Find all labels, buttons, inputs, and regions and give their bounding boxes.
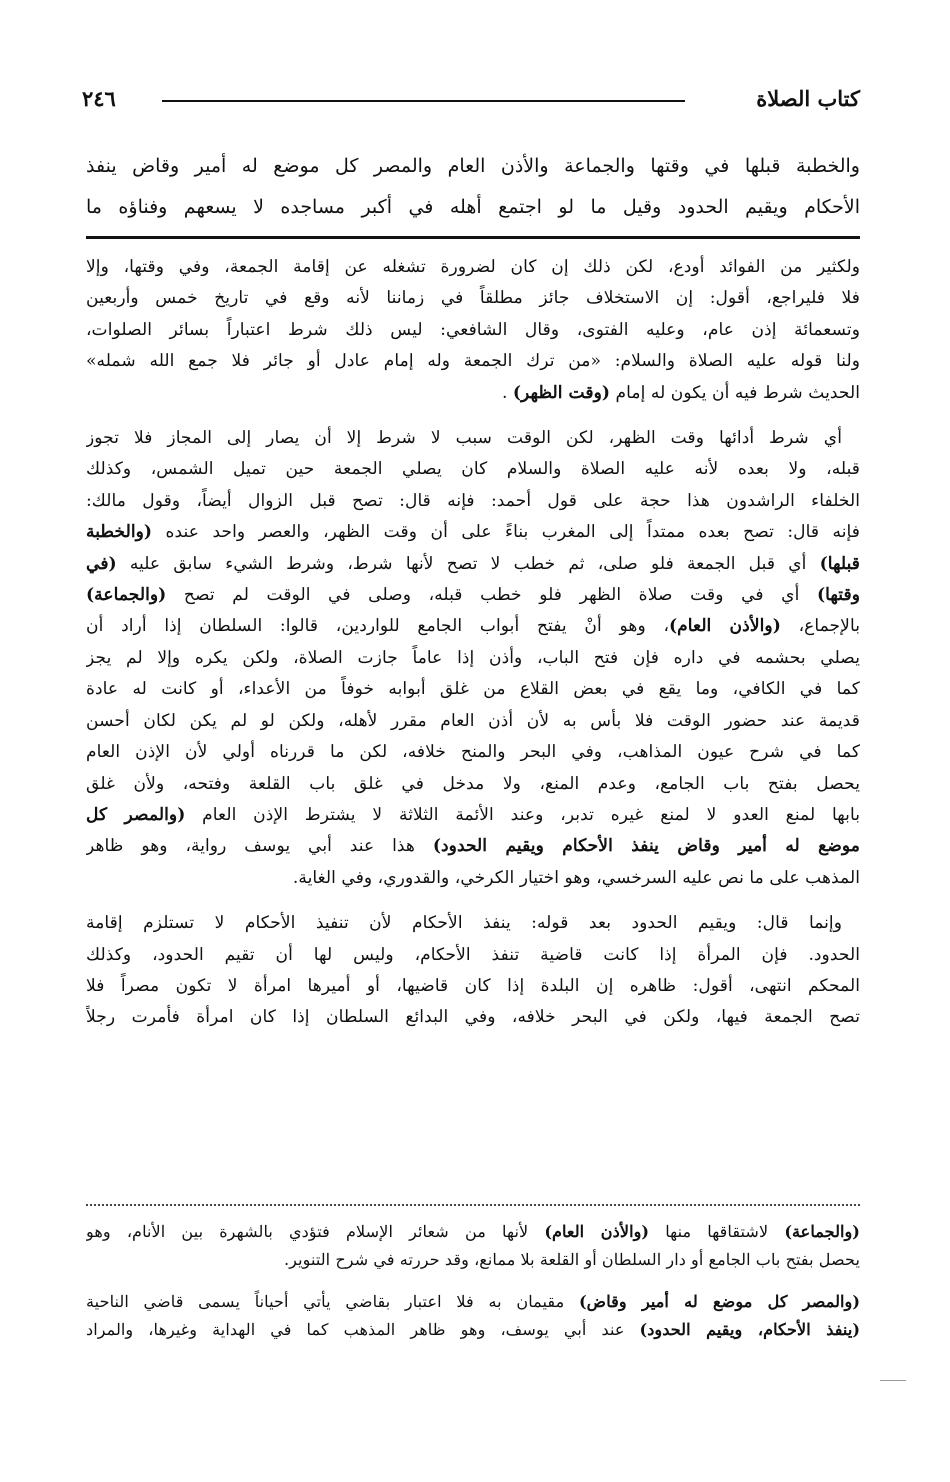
text-segment: الحدود. فإن المرأة إذا كانت قاضية تنفذ الأحكام، وليس لها أن تقيم الحدود، وكذلك [86,944,860,965]
quoted-matn-phrase: (والخطبة [86,522,153,543]
text-segment: هذا عند أبي يوسف رواية، وهو ظاهر [86,836,433,857]
footnotes [86,1218,860,1344]
footnote-divider [86,1204,860,1206]
header-rule [162,100,685,102]
text-line [86,1288,860,1316]
text-line [86,486,860,517]
text-line [86,643,860,674]
text-segment: فإنه قال: تصح بعده ممتداً إلى المغرب بناءً على أن وقت الظهر، والعصر واحد عنده [152,522,860,543]
footnote-paragraph [86,1288,860,1344]
text-line [86,706,860,737]
text-segment: يحصل بفتح باب الجامع أو دار السلطان أو القلعة بلا ممانع، وقد حررته في شرح التنوير. [284,1250,860,1269]
text-line [86,1246,860,1274]
text-line [86,971,860,1002]
running-header [82,84,860,118]
text-line [86,831,860,862]
text-line [86,908,860,939]
commentary-paragraph [86,252,860,409]
text-segment: أي شرط أدائها وقت الظهر، لكن الوقت سبب لا شرط إلا أن يصار إلى المجاز فلا تجوز [86,428,842,449]
text-line [86,454,860,485]
footnote-paragraph [86,1218,860,1274]
text-segment: وتسعمائة إذن عام، وعليه الفتوى، وقال الشافعي: ليس ذلك شرط اعتباراً بسائر الصلوات، [86,319,860,340]
matn-divider [86,236,860,239]
text-segment: ولنا قوله عليه الصلاة والسلام: «من ترك الجمعة وله إمام عادل أو جائر فلا جمع الله شمله» [86,351,860,372]
quoted-matn-phrase: (والمصر كل موضع له أمير وقاض) [579,1292,860,1311]
text-segment: يحصل بفتح باب الجامع، وعدم المنع، ولا مدخل في غلق باب القلعة وفتحه، ولأن غلق [86,773,860,794]
text-segment: قبله، ولا بعده لأنه عليه الصلاة والسلام كان يصلي الجمعة حين تميل الشمس، وكذلك [86,459,860,480]
text-line [86,800,860,831]
text-line [86,517,860,548]
text-line [86,611,860,642]
quoted-matn-phrase: (والأذن العام) [544,1222,650,1241]
quoted-matn-phrase: (والمصر كل [86,804,186,825]
commentary-paragraph [86,908,860,1034]
text-segment: ، وهو أنْ يفتح أبواب الجامع للواردين، قالوا: السلطان إذا أراد أن [86,616,670,637]
page-number: ٢٤٦ [82,86,116,111]
text-line [86,315,860,346]
quoted-matn-phrase: (والأذن العام) [669,616,781,637]
matn-line: الأحكام ويقيم الحدود وقيل ما لو اجتمع أهله في أكبر مساجده لا يسعهم وفناؤه ما [86,196,860,218]
quoted-matn-phrase: وقتها) [817,585,860,606]
text-segment: عند أبي يوسف، وهو ظاهر المذهب كما في الهداية وغيرها، والمراد [86,1320,640,1339]
quoted-matn-phrase: (والجماعة) [86,585,167,606]
text-segment: لأنها من شعائر الإسلام فتؤدي بالشهرة بين الأنام، وهو [86,1222,545,1241]
text-line [86,378,860,409]
text-line [86,1316,860,1344]
text-segment: ولكثير من الفوائد أودع، لكن ذلك إن كان لضرورة تشغله عن إقامة الجمعة، وفي وقتها، وإلا [86,257,860,277]
text-line [86,549,860,580]
text-line [86,940,860,971]
commentary-paragraph [86,423,860,894]
text-line [86,769,860,800]
text-segment: كما في الكافي، وما يقع في بعض القلاع من غلق أبوابه خوفاً من الأعداء، أو كانت له عادة [86,679,860,700]
text-line [86,737,860,768]
text-segment: . [501,382,513,403]
quoted-matn-phrase: قبلها) [819,553,860,574]
text-line [86,346,860,377]
text-line [86,863,860,894]
text-segment: بالإجماع، [780,616,860,637]
chapter-title: كتاب الصلاة [756,86,860,111]
text-line [86,252,860,283]
text-segment: يصلي بحشمه في داره فإن فتح الباب، وأذن إذا عاماً جازت الصلاة، ولكن يكره وإلا لم يجز [86,647,860,668]
text-segment: قديمة عند حضور الوقت فلا بأس به لأن أذن العام مقرر لأهله، ولكن لو لم يكن لكان أحسن [86,710,860,731]
quoted-matn-phrase: (والجماعة) [784,1222,860,1241]
text-line [86,580,860,611]
quoted-matn-phrase: موضع له أمير وقاض ينفذ الأحكام ويقيم الحدود) [432,836,860,857]
text-segment: لاشتقاقها منها [649,1222,785,1241]
text-segment: تصح الجمعة فيها، ولكن في البحر خلافه، وفي البدائع السلطان إذا كان امرأة فأمرت رجلاً [86,1007,860,1028]
text-line [86,423,860,454]
quoted-matn-phrase: (وقت الظهر) [512,382,611,403]
text-segment: المحكم انتهى، أقول: ظاهره إن البلدة إذا كان قاضيها، أو أميرها امرأة لا تكون مصراً فلا [86,975,860,996]
text-segment: أي في وقت صلاة الظهر فلو خطب قبله، وصلى في الوقت لم تصح [166,585,817,606]
text-segment: كما في شرح عيون المذاهب، وفي البحر والمنح خلافه، لكن ما قررناه أولي لأن الإذن العام [86,742,860,763]
text-line [86,283,860,314]
quoted-matn-phrase: (في [86,553,117,574]
text-segment: الخلفاء الراشدون هذا حجة على قول أحمد: فإنه قال: تصح قبل الزوال أيضاً، وقول مالك: [86,490,860,511]
text-line [86,674,860,705]
text-segment: وإنما قال: ويقيم الحدود بعد قوله: ينفذ الأحكام لأن تنفيذ الأحكام لا تستلزم إقامة [86,913,842,934]
text-segment: الحديث شرط فيه أن يكون له إمام [610,382,860,403]
matn-line: والخطبة قبلها في وقتها والجماعة والأذن العام والمصر كل موضع له أمير وقاض ينفذ [86,155,860,177]
page-edge-mark [880,1380,906,1381]
text-segment: بابها لمنع العدو لا لمنع غيره تدبر، وعند الأئمة الثلاثة لا يشترط الإذن العام [185,804,860,825]
text-segment: فلا فليراجع، أقول: إن الاستخلاف جائز مطلقاً في زماننا لأنه وقع في تاريخ خمس وأربعين [86,288,860,309]
commentary-text [86,252,860,1034]
text-line [86,1218,860,1246]
text-segment: مقيمان به فلا اعتبار بقاضي يأتي أحياناً يسمى قاضي الناحية [86,1292,580,1311]
quoted-matn-phrase: (ينفذ الأحكام، ويقيم الحدود) [639,1320,860,1339]
text-line [86,1002,860,1033]
text-segment: المذهب على ما نص عليه السرخسي، وهو اختيار الكرخي، والقدوري، وفي الغاية. [292,867,860,888]
matn-text [86,146,860,228]
text-segment: أي قبل الجمعة فلو صلى، ثم خطب لا تصح لأنها شرط، وشرط الشيء سابق عليه [116,553,820,574]
